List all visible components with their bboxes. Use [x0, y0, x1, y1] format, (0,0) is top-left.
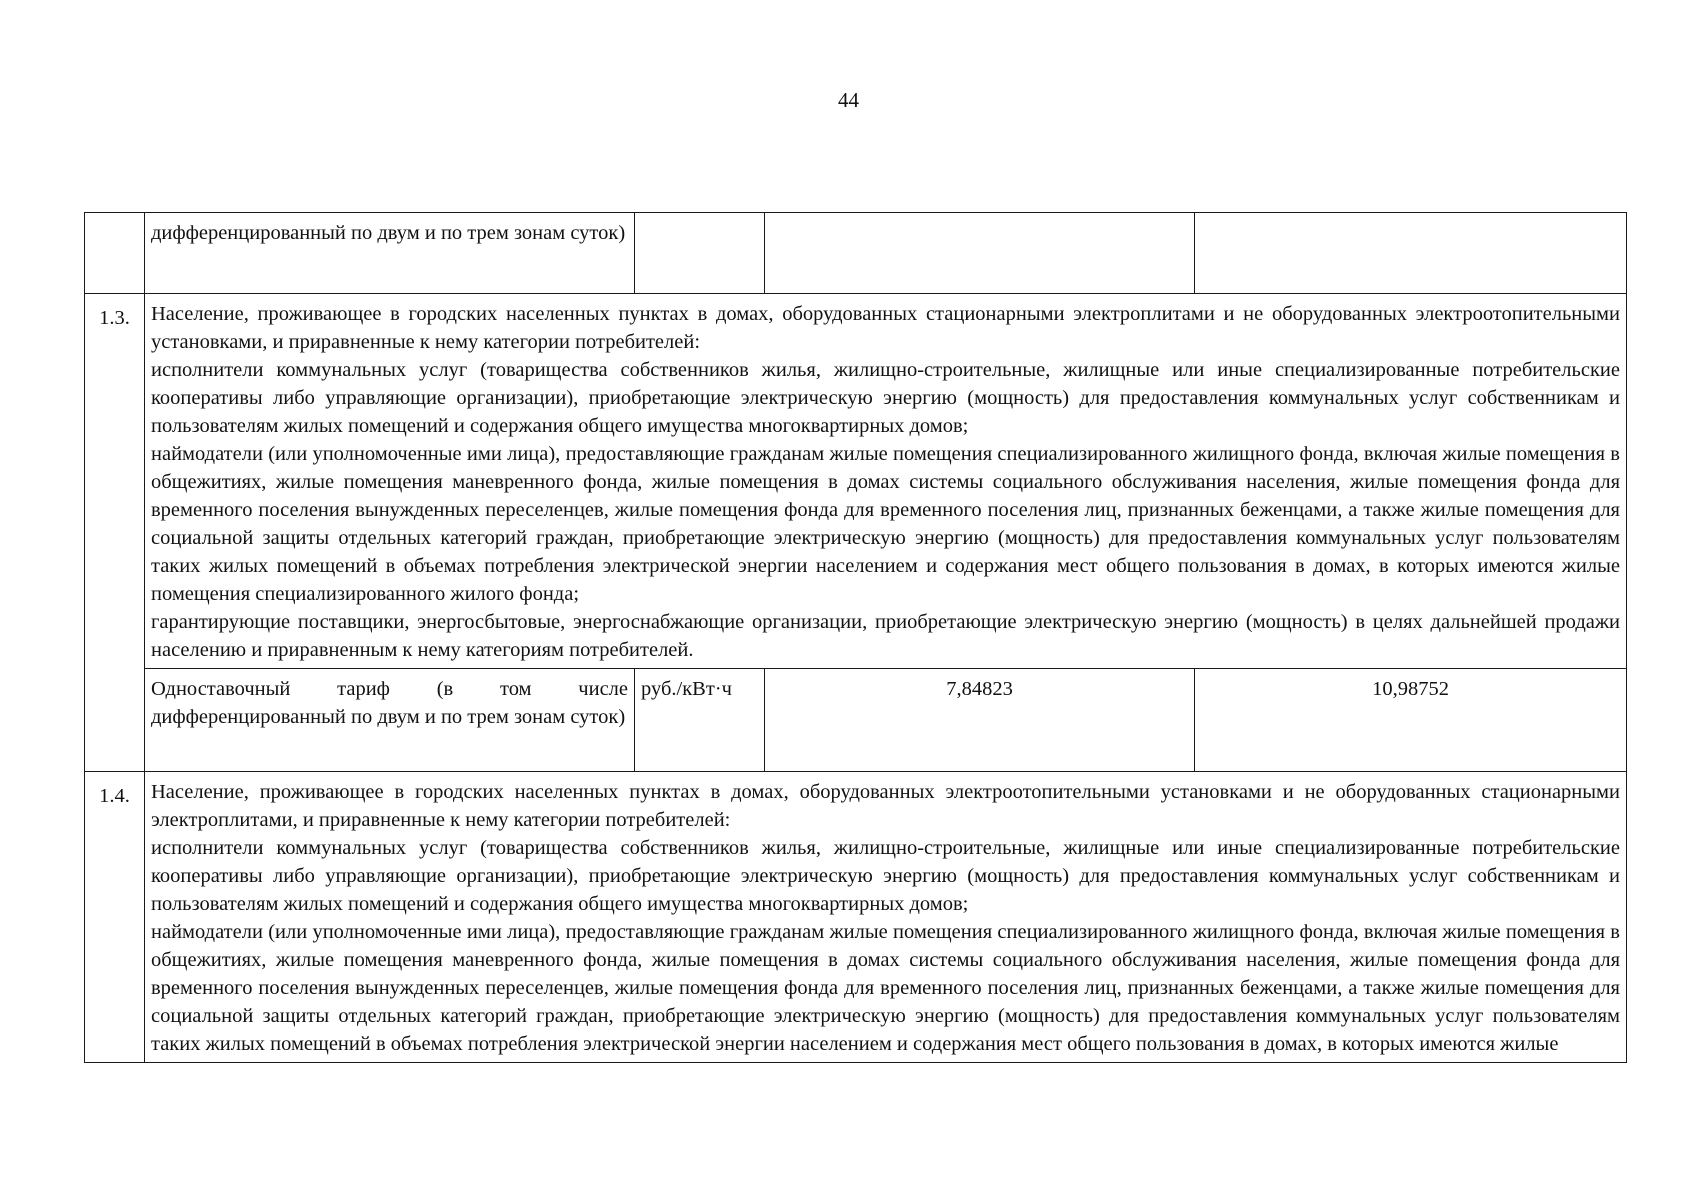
category-paragraph: Население, проживающее в городских населенных пунктах в домах, оборудованных электроотопительными установками и не оборудованных стационарными электроплитами, и приравненные к нему категории потребителей:	[151, 781, 1620, 831]
row-number-1-3: 1.3.	[85, 294, 145, 772]
category-paragraph: Население, проживающее в городских населенных пунктах в домах, оборудованных стационарными электроплитами и не оборудованных электроотопительными установками, и приравненные к нему категории потребителей:	[151, 303, 1620, 353]
value-cell-empty-1	[765, 213, 1195, 294]
table-row-tariff-1-3	[85, 669, 1627, 772]
category-paragraph: исполнители коммунальных услуг (товарищества собственников жилья, жилищно-строительные, жилищные или иные специализированные потребительские кооперативы либо управляющие организации), приобретающие электрическую энергию (мощность) для предоставления коммунальных услуг собственникам и пользователям жилых помещений и содержания общего имущества многоквартирных домов;	[151, 359, 1620, 437]
value-cell-1: 7,84823	[765, 669, 1195, 772]
category-description-1-4	[145, 772, 1627, 1063]
value-cell-2: 10,98752	[1195, 669, 1627, 772]
category-paragraph: наймодатели (или уполномоченные ими лица), предоставляющие гражданам жилые помещения специализированного жилищного фонда, включая жилые помещения в общежитиях, жилые помещения маневренного фонда, жилые помещения в домах системы социального обслуживания населения, жилые помещения фонда для временного поселения вынужденных переселенцев, жилые помещения фонда для временного поселения лиц, признанных беженцами, а также жилые помещения для социальной защиты отдельных категорий граждан, приобретающие электрическую энергию (мощность) для предоставления коммунальных услуг пользователям таких жилых помещений в объемах потребления электрической энергии населением и содержания мест общего пользования в домах, в которых имеются жилые помещения специализированного жилого фонда;	[151, 443, 1620, 605]
unit-cell-empty	[635, 213, 765, 294]
unit-cell: руб./кВт·ч	[635, 669, 765, 772]
table-row-section-1-3	[85, 294, 1627, 669]
tariff-name-cell: дифференцированный по двум и по трем зонам суток)	[145, 213, 635, 294]
tariff-name-cell: Одноставочный тариф (в том числе дифференцированный по двум и по трем зонам суток)	[145, 669, 635, 772]
category-paragraph: исполнители коммунальных услуг (товарищества собственников жилья, жилищно-строительные, жилищные или иные специализированные потребительские кооперативы либо управляющие организации), приобретающие электрическую энергию (мощность) для предоставления коммунальных услуг собственникам и пользователям жилых помещений и содержания общего имущества многоквартирных домов;	[151, 837, 1620, 915]
row-number-1-4: 1.4.	[85, 772, 145, 1063]
page-number: 44	[838, 88, 859, 112]
table-row-section-1-4	[85, 772, 1627, 1063]
row-number-empty	[85, 213, 145, 294]
category-paragraph: наймодатели (или уполномоченные ими лица), предоставляющие гражданам жилые помещения специализированного жилищного фонда, включая жилые помещения в общежитиях, жилые помещения маневренного фонда, жилые помещения в домах системы социального обслуживания населения, жилые помещения фонда для временного поселения вынужденных переселенцев, жилые помещения фонда для временного поселения лиц, признанных беженцами, а также жилые помещения для социальной защиты отдельных категорий граждан, приобретающие электрическую энергию (мощность) для предоставления коммунальных услуг пользователям таких жилых помещений в объемах потребления электрической энергии населением и содержания мест общего пользования в домах, в которых имеются жилые	[151, 921, 1620, 1055]
tariff-table	[84, 212, 1627, 1063]
value-cell-empty-2	[1195, 213, 1627, 294]
category-paragraph: гарантирующие поставщики, энергосбытовые, энергоснабжающие организации, приобретающие электрическую энергию (мощность) в целях дальнейшей продажи населению и приравненным к нему категориям потребителей.	[151, 611, 1620, 661]
table-row-continuation	[85, 213, 1627, 294]
category-description-1-3	[145, 294, 1627, 669]
